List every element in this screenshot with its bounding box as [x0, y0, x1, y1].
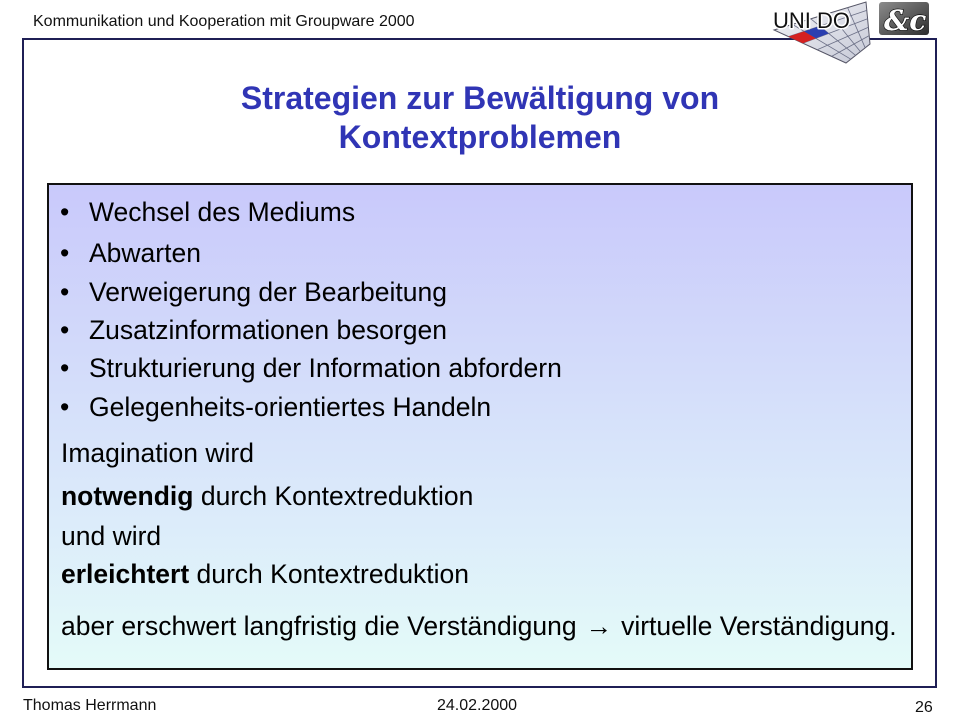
bullet-item [49, 392, 911, 422]
bullet-text: Abwarten [89, 238, 201, 268]
bullet-dot: • [60, 238, 70, 268]
course-title: Kommunikation und Kooperation mit Groupware 2000 [33, 13, 415, 30]
emphasis-erleichtert: erleichtert [61, 559, 190, 589]
footer-date: 24.02.2000 [437, 697, 518, 714]
bullet-text: Strukturierung der Information abfordern [89, 353, 562, 383]
conclusion-after-arrow: virtuelle Verständigung. [621, 611, 897, 641]
bullet-item [49, 353, 911, 383]
bullet-item [49, 277, 911, 307]
slide-title-line-1: Strategien zur Bewältigung von [240, 80, 720, 116]
and-c-lettering: &c [884, 4, 927, 37]
bullet-text: Gelegenheits-orientiertes Handeln [89, 392, 492, 422]
uni-do-logo [758, 0, 876, 66]
body-line-und-wird: und wird [61, 521, 162, 551]
bullet-dot: • [60, 277, 70, 307]
page-number: 26 [915, 699, 933, 716]
content-box [47, 183, 913, 670]
body-line-imagination: Imagination wird [61, 438, 254, 468]
body-line-conclusion [61, 611, 897, 641]
bullet-text: Verweigerung der Bearbeitung [89, 277, 447, 307]
emphasis-notwendig: notwendig [61, 481, 194, 511]
body-line-erleichtert [61, 559, 469, 589]
right-arrow-icon: → [585, 611, 613, 641]
slide-title-line-2: Kontextproblemen [338, 119, 622, 155]
slide-title [0, 79, 960, 157]
body-line-notwendig-rest: durch Kontextreduktion [193, 481, 474, 511]
bullet-dot: • [60, 392, 70, 422]
bullet-dot: • [60, 197, 70, 227]
body-line-notwendig [61, 481, 473, 511]
uni-do-lettering: UNI DO [773, 8, 850, 33]
bullet-dot: • [60, 353, 70, 383]
conclusion-before-arrow: aber erschwert langfristig die Verständigung [61, 611, 577, 641]
footer-author: Thomas Herrmann [23, 697, 157, 714]
bullet-item [49, 197, 911, 227]
bullet-item [49, 315, 911, 345]
body-line-erleichtert-rest: durch Kontextreduktion [189, 559, 470, 589]
bullet-dot: • [60, 315, 70, 345]
bullet-text: Wechsel des Mediums [89, 197, 356, 227]
bullet-text: Zusatzinformationen besorgen [89, 315, 447, 345]
and-c-logo [876, 0, 934, 38]
bullet-item [49, 238, 911, 268]
